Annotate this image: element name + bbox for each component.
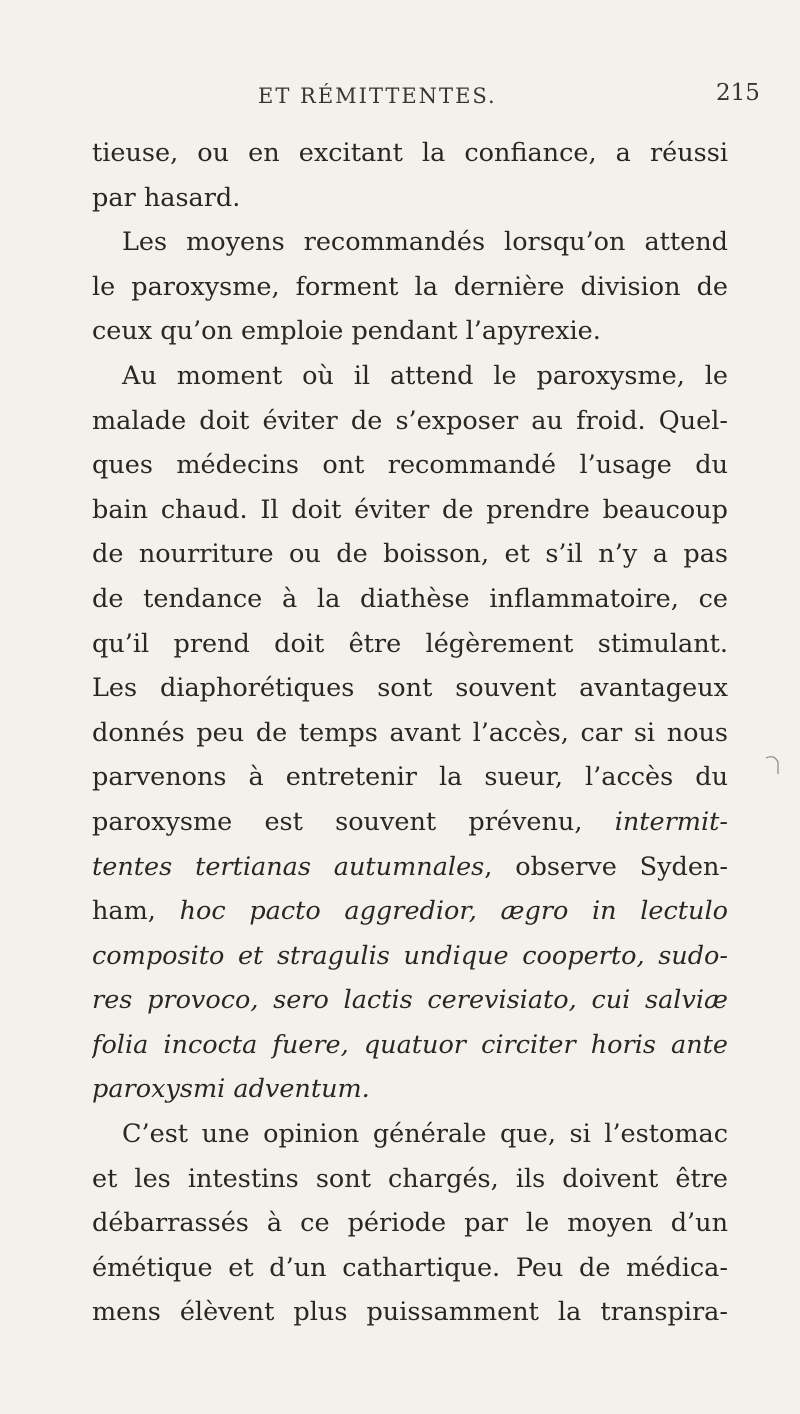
text-line: tieuse, ou en excitant la confiance, a réussi (92, 138, 728, 168)
text-line: par hasard. (92, 182, 241, 213)
body-text (92, 131, 728, 1335)
text-line: ques médecins ont recommandé l’usage du (92, 450, 728, 481)
text-line: mens élèvent plus puissamment la transpira- (92, 1297, 728, 1328)
text-line: et les intestins sont chargés, ils doivent être (92, 1163, 728, 1194)
page-number: 215 (716, 80, 760, 106)
text-line: émétique et d’un cathartique. Peu de médica- (92, 1252, 728, 1283)
text-line: paroxysmi adventum. (92, 1074, 370, 1105)
text-line (92, 889, 728, 934)
text-line: débarrassés à ce période par le moyen d’un (92, 1208, 728, 1239)
text-line: ceux qu’on emploie pendant l’apyrexie. (92, 316, 601, 347)
text-segment: paroxysme est souvent prévenu, (92, 806, 615, 837)
text-line: Au moment où il attend le paroxysme, le (122, 360, 728, 391)
italic-text-segment: intermit- (614, 806, 728, 837)
italic-text-segment: tentes tertianas autumnales (92, 851, 485, 882)
text-line: composito et stragulis undique cooperto, sudo- (92, 940, 728, 971)
text-line: Les diaphorétiques sont souvent avantageux (92, 673, 728, 704)
text-line: folia incocta fuere, quatuor circiter horis ante (92, 1029, 728, 1060)
text-line: de tendance à la diathèse inflammatoire, ce (92, 583, 728, 614)
running-title: ET RÉMITTENTES. (258, 84, 497, 108)
text-line: bain chaud. Il doit éviter de prendre beaucoup (92, 494, 728, 525)
text-line (92, 845, 728, 890)
text-line: C’est une opinion générale que, si l’estomac (122, 1119, 728, 1150)
text-line: de nourriture ou de boisson, et s’il n’y a pas (92, 539, 728, 570)
text-line: qu’il prend doit être légèrement stimulant. (92, 628, 728, 659)
text-line: parvenons à entretenir la sueur, l’accès du (92, 762, 728, 793)
text-line: donnés peu de temps avant l’accès, car si nous (92, 717, 728, 748)
italic-text-segment: hoc pacto aggredior, ægro in lectulo (179, 896, 728, 927)
text-segment: ham, (92, 896, 180, 927)
text-segment: , observe Syden- (484, 851, 728, 882)
text-line: malade doit éviter de s’exposer au froid. Quel- (92, 405, 728, 436)
text-line: Les moyens recommandés lorsqu’on attend (122, 227, 728, 258)
text-line (92, 800, 728, 845)
text-line: le paroxysme, forment la dernière division de (92, 271, 728, 302)
text-line: res provoco, sero lactis cerevisiato, cui salviæ (92, 985, 728, 1016)
margin-mark-icon (764, 752, 784, 776)
running-head (0, 80, 800, 114)
